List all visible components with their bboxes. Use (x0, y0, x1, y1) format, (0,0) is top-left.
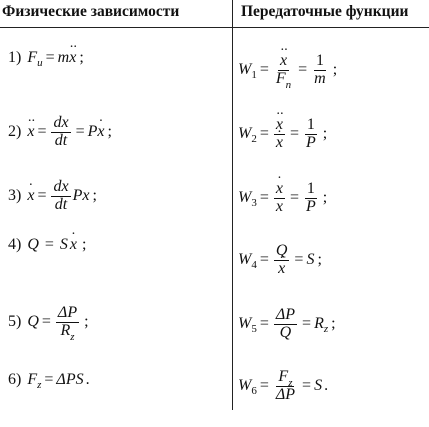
equals-sign: = (45, 49, 55, 66)
semicolon: ; (82, 236, 87, 253)
symbol-s: S (75, 371, 84, 388)
fraction-q-xdot (274, 243, 290, 278)
equals-sign: = (259, 377, 269, 394)
subscript-5: 5 (251, 323, 257, 335)
equals-sign: = (44, 236, 54, 253)
eq-number-4: 4) (8, 236, 22, 253)
symbol-p: P (72, 187, 83, 204)
physical-eq-6 (8, 356, 90, 404)
symbol-w: W (238, 189, 252, 206)
semicolon: ; (322, 189, 328, 206)
symbol-f: F (278, 367, 289, 385)
numerator-delta-p: ΔP (57, 303, 78, 321)
symbol-w: W (238, 125, 252, 142)
semicolon: ; (79, 49, 84, 66)
equals-sign: = (259, 251, 269, 268)
symbol-m: m (57, 49, 70, 66)
equals-sign: = (294, 251, 304, 268)
symbol-x-dot: · x (27, 187, 34, 205)
numerator-one: 1 (306, 115, 315, 133)
denominator-delta-p: ΔP (275, 385, 296, 403)
symbol-delta-p: ΔP (56, 371, 76, 388)
symbol-x-dot: · x (97, 123, 104, 141)
denominator-x-dot (274, 135, 285, 152)
equals-sign: = (259, 189, 269, 206)
denominator-x: x (275, 197, 283, 215)
eq-number-2: 2) (8, 123, 22, 140)
subscript-n: n (285, 78, 292, 91)
symbol-s: S (306, 251, 315, 268)
symbol-x-dot: · x (278, 261, 285, 278)
symbol-x: x (82, 187, 90, 204)
semicolon: ; (331, 315, 336, 332)
equals-sign: = (259, 315, 269, 332)
subscript-z: z (37, 379, 42, 391)
semicolon: ; (107, 123, 112, 140)
symbol-x-dot: · x (276, 181, 283, 198)
fraction-fz-dp (274, 369, 297, 404)
transfer-fn-w2 (238, 110, 327, 158)
symbol-x-ddot: ·· x (27, 123, 34, 141)
semicolon: ; (322, 125, 328, 142)
numerator-x-dot (274, 181, 285, 199)
fraction-xddot-fn (274, 51, 293, 91)
symbol-f: F (275, 69, 286, 87)
symbol-s: S (314, 377, 323, 394)
denominator-p: P (306, 133, 316, 151)
subscript-4: 4 (251, 259, 257, 271)
transfer-fn-w5 (238, 300, 336, 348)
physical-eq-3 (8, 172, 97, 220)
symbol-r: R (314, 315, 324, 332)
symbol-w: W (238, 61, 252, 78)
fraction-xdot-x (274, 181, 285, 216)
header-transfer-functions: Передаточные функции (241, 3, 409, 20)
equals-sign: = (289, 125, 299, 142)
column-divider (232, 0, 233, 410)
symbol-f: F (27, 371, 38, 388)
equals-sign: = (75, 123, 85, 140)
physical-eq-4 (8, 221, 86, 269)
symbol-f: F (27, 49, 38, 66)
equals-sign: = (298, 61, 308, 78)
equals-sign: = (37, 123, 47, 140)
eq-number-3: 3) (8, 187, 22, 204)
symbol-q: Q (27, 236, 39, 253)
denominator-q: Q (279, 323, 292, 341)
semicolon: ; (332, 61, 338, 78)
subscript-u: u (37, 57, 43, 69)
symbol-s: S (59, 236, 68, 253)
eq-number-5: 5) (8, 313, 22, 330)
subscript-z: z (288, 376, 293, 389)
subscript-3: 3 (251, 197, 257, 209)
symbol-x-dot: · x (70, 236, 77, 254)
symbol-x-ddot: ·· x (69, 49, 76, 67)
period: . (324, 377, 329, 394)
denominator-x-dot (276, 261, 287, 278)
transfer-fn-w6 (238, 362, 328, 410)
semicolon: ; (92, 187, 97, 204)
fraction-dx-dt (51, 115, 70, 150)
fraction-dx-dt (51, 179, 70, 214)
denominator-fn (274, 69, 293, 91)
physical-eq-1 (8, 34, 84, 82)
numerator-delta-p: ΔP (275, 305, 296, 323)
denominator-p: P (306, 197, 316, 215)
equals-sign: = (259, 61, 269, 78)
equals-sign: = (302, 377, 312, 394)
equals-sign: = (259, 125, 269, 142)
equals-sign: = (44, 371, 54, 388)
symbol-x-ddot: ·· x (280, 53, 287, 70)
equals-sign: = (289, 189, 299, 206)
physical-eq-5 (8, 298, 89, 346)
fraction-1-p (304, 117, 318, 152)
eq-number-1: 1) (8, 49, 22, 66)
symbol-q: Q (27, 313, 39, 330)
subscript-6: 6 (251, 385, 257, 397)
semicolon: ; (317, 251, 322, 268)
symbol-w: W (238, 377, 252, 394)
numerator-dx: dx (53, 177, 69, 195)
fraction-dp-q (274, 307, 297, 342)
eq-number-6: 6) (8, 371, 22, 388)
subscript-1: 1 (251, 69, 257, 81)
header-rule (0, 27, 429, 28)
numerator-dx: dx (53, 113, 69, 131)
period: . (85, 371, 90, 388)
numerator-one: 1 (315, 51, 324, 69)
fraction-1-m (312, 53, 328, 88)
numerator-q: Q (275, 241, 288, 259)
physical-eq-2 (8, 108, 112, 156)
denominator-m: m (314, 69, 326, 87)
semicolon: ; (84, 313, 89, 330)
symbol-x-ddot: ·· x (276, 117, 283, 134)
subscript-2: 2 (251, 133, 257, 145)
symbol-r: R (60, 321, 71, 339)
equals-sign: = (41, 313, 51, 330)
fraction-dp-rz (56, 303, 79, 343)
symbol-x-dot: · x (276, 135, 283, 152)
symbol-w: W (238, 251, 252, 268)
fraction-1-p (304, 181, 318, 216)
denominator-rz (58, 321, 76, 343)
numerator-fz (276, 369, 294, 387)
denominator-dt: dt (54, 131, 68, 149)
numerator-x-ddot (278, 53, 289, 71)
fraction-xddot-xdot (274, 117, 285, 152)
equals-sign: = (37, 187, 47, 204)
transfer-fn-w1 (238, 46, 337, 94)
subscript-z: z (70, 330, 75, 343)
denominator-dt: dt (54, 195, 68, 213)
equals-sign: = (302, 315, 312, 332)
symbol-w: W (238, 315, 252, 332)
subscript-z: z (323, 323, 329, 335)
transfer-fn-w3 (238, 174, 327, 222)
transfer-fn-w4 (238, 236, 322, 284)
numerator-one: 1 (306, 179, 315, 197)
symbol-p: P (87, 123, 98, 140)
header-physical-dependencies: Физические зависимости (2, 3, 180, 20)
